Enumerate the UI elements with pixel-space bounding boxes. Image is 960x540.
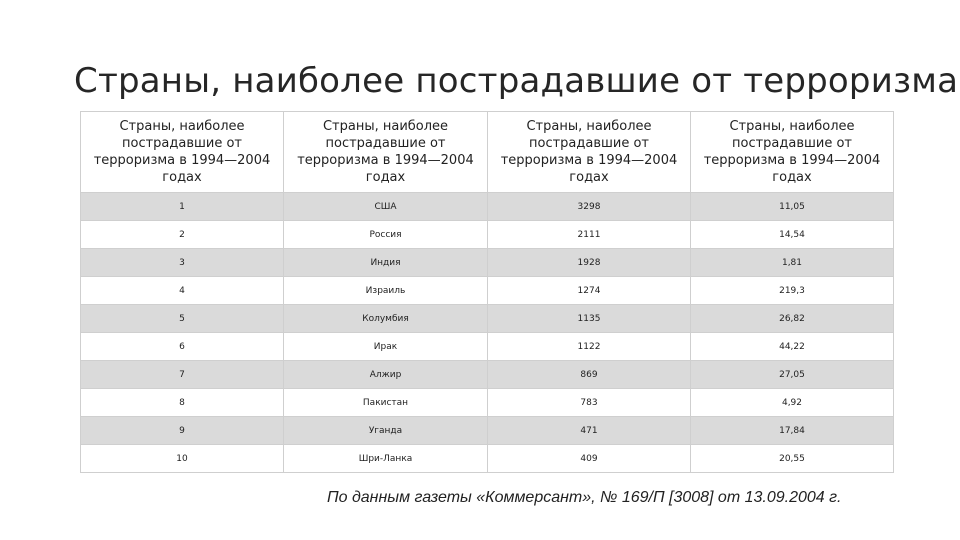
table-row bbox=[81, 221, 894, 249]
cell-country: Уганда bbox=[284, 417, 488, 445]
table-row bbox=[81, 305, 894, 333]
cell-ratio: 11,05 bbox=[691, 193, 894, 221]
terrorism-table bbox=[80, 111, 894, 473]
cell-country: США bbox=[284, 193, 488, 221]
cell-country: Индия bbox=[284, 249, 488, 277]
cell-rank: 4 bbox=[81, 277, 284, 305]
cell-rank: 2 bbox=[81, 221, 284, 249]
cell-rank: 6 bbox=[81, 333, 284, 361]
column-header-victims: Страны, наиболее пострадавшие от терроризма в 1994—2004 годах bbox=[488, 112, 691, 193]
cell-ratio: 27,05 bbox=[691, 361, 894, 389]
cell-ratio: 20,55 bbox=[691, 445, 894, 473]
column-header-country: Страны, наиболее пострадавшие от терроризма в 1994—2004 годах bbox=[284, 112, 488, 193]
cell-country: Пакистан bbox=[284, 389, 488, 417]
cell-ratio: 17,84 bbox=[691, 417, 894, 445]
cell-country: Колумбия bbox=[284, 305, 488, 333]
cell-country: Шри-Ланка bbox=[284, 445, 488, 473]
table-row bbox=[81, 277, 894, 305]
cell-ratio: 26,82 bbox=[691, 305, 894, 333]
table-row bbox=[81, 445, 894, 473]
cell-victims: 869 bbox=[488, 361, 691, 389]
cell-victims: 3298 bbox=[488, 193, 691, 221]
cell-victims: 409 bbox=[488, 445, 691, 473]
cell-rank: 10 bbox=[81, 445, 284, 473]
cell-country: Израиль bbox=[284, 277, 488, 305]
table-row bbox=[81, 333, 894, 361]
column-header-per-million: Страны, наиболее пострадавшие от терроризма в 1994—2004 годах bbox=[691, 112, 894, 193]
table-row bbox=[81, 417, 894, 445]
cell-country: Россия bbox=[284, 221, 488, 249]
cell-victims: 1122 bbox=[488, 333, 691, 361]
table-header-row bbox=[81, 112, 894, 193]
cell-victims: 1928 bbox=[488, 249, 691, 277]
source-note: По данным газеты «Коммерсант», № 169/П [3008] от 13.09.2004 г. bbox=[327, 489, 842, 506]
table-row bbox=[81, 361, 894, 389]
cell-rank: 5 bbox=[81, 305, 284, 333]
cell-ratio: 1,81 bbox=[691, 249, 894, 277]
cell-country: Алжир bbox=[284, 361, 488, 389]
table-row bbox=[81, 249, 894, 277]
cell-ratio: 219,3 bbox=[691, 277, 894, 305]
cell-rank: 7 bbox=[81, 361, 284, 389]
cell-rank: 3 bbox=[81, 249, 284, 277]
cell-victims: 1274 bbox=[488, 277, 691, 305]
table-row bbox=[81, 389, 894, 417]
cell-ratio: 14,54 bbox=[691, 221, 894, 249]
cell-rank: 9 bbox=[81, 417, 284, 445]
cell-rank: 8 bbox=[81, 389, 284, 417]
cell-country: Ирак bbox=[284, 333, 488, 361]
column-header-rank: Страны, наиболее пострадавшие от терроризма в 1994—2004 годах bbox=[81, 112, 284, 193]
cell-rank: 1 bbox=[81, 193, 284, 221]
cell-ratio: 4,92 bbox=[691, 389, 894, 417]
cell-victims: 1135 bbox=[488, 305, 691, 333]
slide-title: Страны, наиболее пострадавшие от терроризма bbox=[74, 61, 959, 101]
cell-victims: 471 bbox=[488, 417, 691, 445]
cell-victims: 2111 bbox=[488, 221, 691, 249]
cell-ratio: 44,22 bbox=[691, 333, 894, 361]
cell-victims: 783 bbox=[488, 389, 691, 417]
table-row bbox=[81, 193, 894, 221]
